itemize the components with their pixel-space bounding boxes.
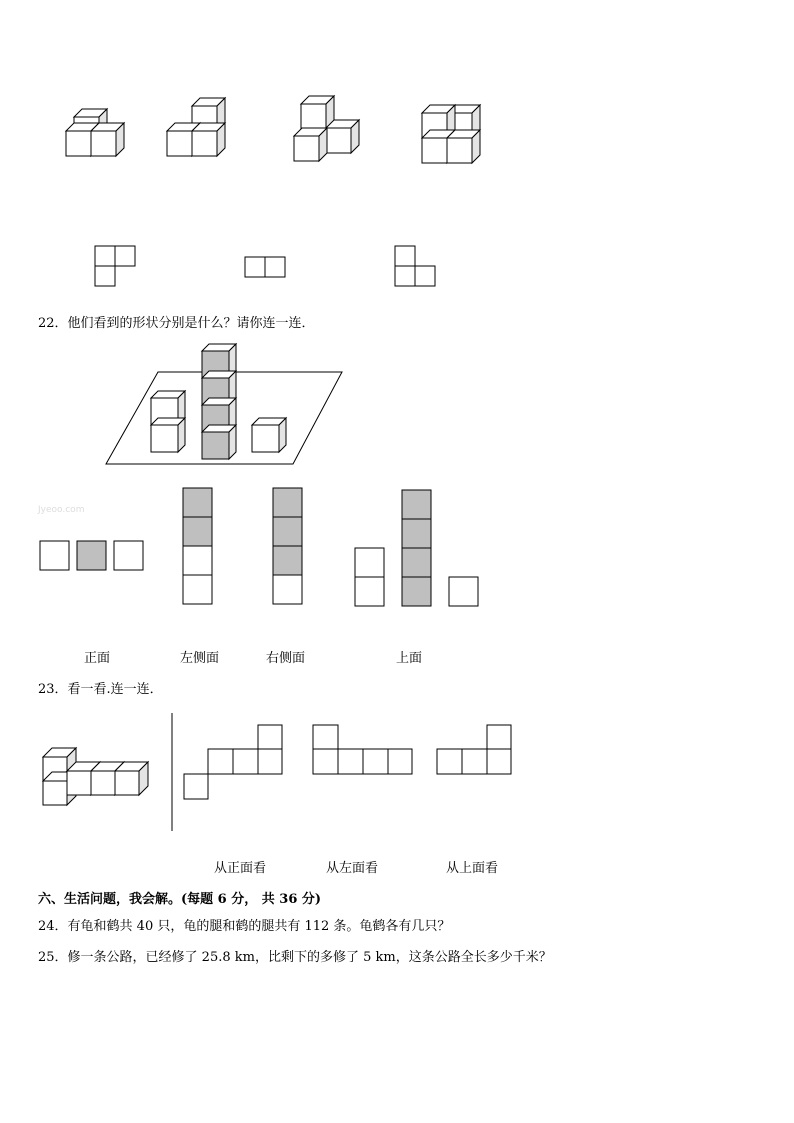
q23-question: 23．看一看.连一连． <box>38 682 163 697</box>
view-b <box>313 725 412 774</box>
solid-3 <box>294 96 359 161</box>
watermark: Jyeoo.com <box>38 505 85 515</box>
view-c <box>437 725 511 774</box>
cube-right <box>252 418 286 452</box>
view-option-4 <box>355 490 478 606</box>
q22-label-top: 上面 <box>396 651 423 666</box>
view-option-3 <box>273 488 302 604</box>
stack-center <box>202 344 236 459</box>
q25-question: 25．修一条公路，已经修了 25.8 km，比剩下的多修了 5 km，这条公路全长多少千米？ <box>38 950 552 965</box>
section6-heading: 六、生活问题，我会解。(每题 6 分， 共 36 分) <box>38 892 322 907</box>
q22-label-right: 右侧面 <box>266 651 306 666</box>
view-option-1 <box>40 541 143 570</box>
stack-left <box>151 391 185 452</box>
q22-figure <box>0 335 794 625</box>
view-a <box>184 725 282 799</box>
view-option-2 <box>183 488 212 604</box>
q23-figure <box>0 705 794 845</box>
top-figures <box>0 0 794 300</box>
q23-label-front: 从正面看 <box>214 861 267 876</box>
view-shape-2 <box>245 257 285 277</box>
q22-label-front: 正面 <box>84 651 111 666</box>
q23-label-left: 从左面看 <box>326 861 379 876</box>
q23-label-top: 从上面看 <box>446 861 499 876</box>
solid-2 <box>167 98 225 156</box>
solid-4 <box>422 105 480 163</box>
q22-question: 22．他们看到的形状分别是什么？请你连一连． <box>38 316 315 331</box>
view-shape-3 <box>395 246 435 286</box>
q22-label-left: 左侧面 <box>180 651 220 666</box>
solid-1 <box>66 109 124 156</box>
q24-question: 24．有龟和鹤共 40 只，龟的腿和鹤的腿共有 112 条。龟鹤各有几只？ <box>38 919 451 934</box>
solid-q23 <box>43 748 148 805</box>
view-shape-1 <box>95 246 135 286</box>
